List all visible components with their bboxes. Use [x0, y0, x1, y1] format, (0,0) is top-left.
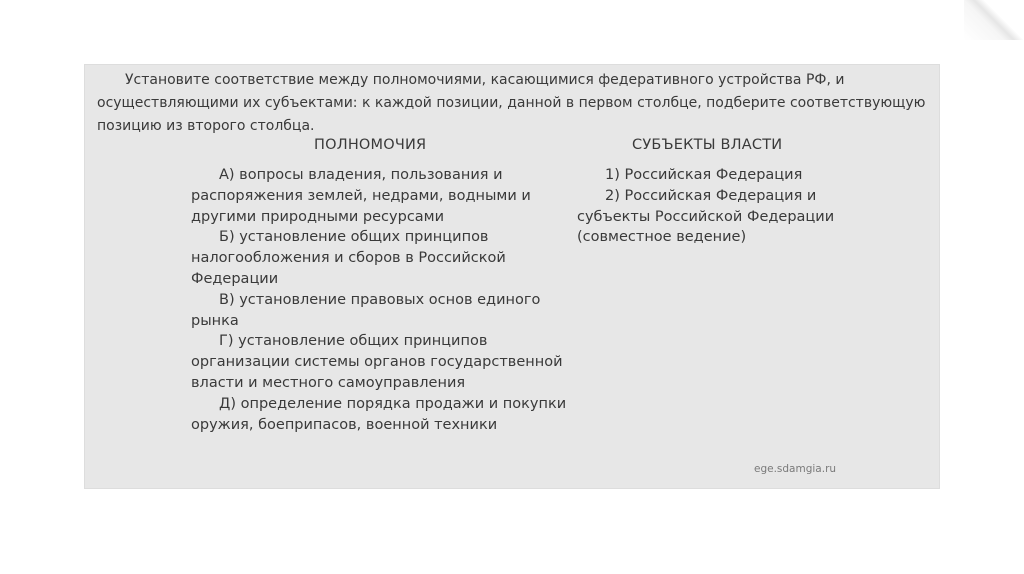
subjects-column-header: СУБЪЕКТЫ ВЛАСТИ — [632, 137, 783, 153]
source-label: ege.sdamgia.ru — [754, 463, 837, 475]
power-item-a: А) вопросы владения, пользования и распоряжения землей, недрами, водными и другими природными ресурсами — [191, 167, 531, 225]
task-card — [84, 64, 940, 489]
subject-item-1: 1) Российская Федерация — [605, 167, 803, 183]
powers-list — [191, 165, 571, 435]
powers-column-header: ПОЛНОМОЧИЯ — [314, 137, 427, 153]
page-corner-fold — [964, 0, 1024, 40]
task-instruction: Установите соответствие между полномочиями, касающимися федеративного устройства РФ, и осуществляющими их субъектами: к каждой позиции, данной в первом столбце, подберите соответствующую позицию из второго столбца. — [97, 72, 926, 134]
power-item-v: В) установление правовых основ единого рынка — [191, 291, 541, 329]
subject-item-2: 2) Российская Федерация и субъекты Российской Федерации (совместное ведение) — [577, 187, 835, 246]
subjects-list — [577, 165, 857, 248]
power-item-b: Б) установление общих принципов налогообложения и сборов в Российской Федерации — [191, 229, 506, 287]
power-item-g: Г) установление общих принципов организации системы органов государственной власти и местного самоуправления — [191, 333, 563, 391]
power-item-d: Д) определение порядка продажи и покупки оружия, боеприпасов, военной техники — [191, 395, 567, 433]
